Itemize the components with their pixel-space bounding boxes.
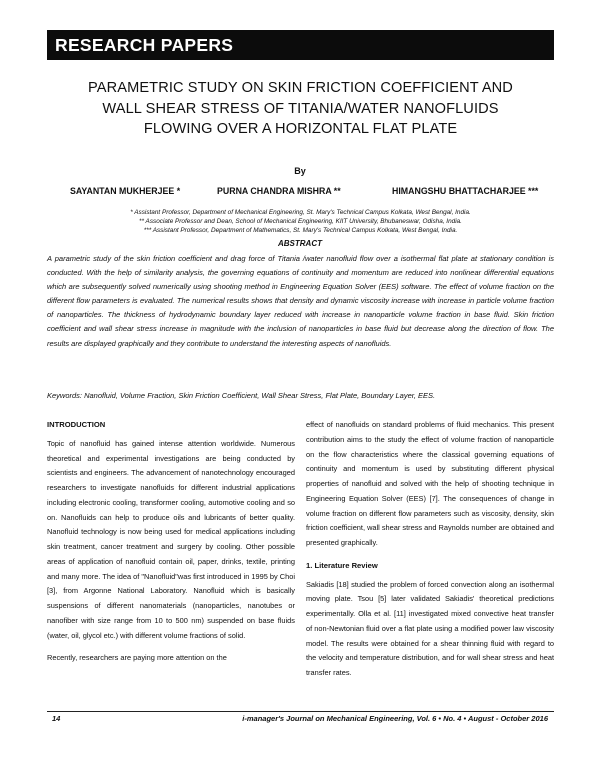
author-3: HIMANGSHU BHATTACHARJEE *** bbox=[392, 186, 539, 196]
by-label: By bbox=[294, 166, 306, 176]
affiliation-3: *** Assistant Professor, Department of Mathematics, St. Mary's Technical Campus Kolkata, West Bengal, India. bbox=[143, 227, 458, 234]
abstract-text: A parametric study of the skin friction coefficient and drag force of Titania /water nanofluid flow over a isothermal flat plate at stationary condition is conducted. With the help of similarity analysis, the governing equations of continuity and momentum are reduced into nonlinear differential equations which are subsequently solved numerically using shooting method in Engineering Equation Solver (EES) software. The effect of volume fraction on the different flow parameters is evaluated. The numerical results shows that density and dynamic viscosity increase with increase in particle volume fraction of nanoparticles. The thickness of hydrodynamic boundary layer reduced with increase in nanoparticle volume fraction in base fluid. Skin friction coefficient and wall shear stress increase in magnitude with the inclusion of nanoparticles in base fluid but decrease along the direction of flow. The results are displayed graphically and they contribute to understand the interesting aspects of nanofluids. bbox=[47, 254, 554, 348]
page-number: 14 bbox=[52, 714, 61, 723]
paragraph: Topic of nanofluid has gained intense attention worldwide. Numerous theoretical and experimental investigations are being conducted by scientists and engineers. The advancement of nanotechnology encouraged researchers to investigate nanofluids for different industrial applications including electronic cooling, transformer cooling, automotive cooling and so on. Nanofluids can help to produce oils and lubricants of better quality. Nanofluid technology is now being used for medical applications including skin treatment, cancer treatment and surgery by cooling. Other possible areas of application of nanofluid contain oil, paper, drinks, textile, printing and many more. The idea of "Nanofluid"was first introduced in 1995 by Choi [3], from Argonne National Laboratory. Nanofluid which is basically suspensions of different nanomaterials (nanoparticles, nanotubes or nanofiber with size range from 10 to 500 nm) suspended on base fluids (water, oil, glycol etc.) with different volume fractions of solid. bbox=[47, 438, 295, 640]
abstract-heading: ABSTRACT bbox=[278, 239, 322, 248]
paragraph: effect of nanofluids on standard problems of fluid mechanics. This present contribution aims to the study the effect of volume fraction of nanoparticle on the flow characteristics where the classical governing equations of continuity and momentum is used by substituting different physical properties of nanofluid and solved with the help of shooting technique in Engineering Equation Solver (EES) [7]. The consequences of change in volume fraction on different flow parameters such as viscosity, density, skin friction coefficient, wall shear stress and Raynolds number are obtained and presented graphically. bbox=[306, 420, 554, 547]
literature-review-heading: 1. Literature Review bbox=[306, 560, 378, 570]
title-line: FLOWING OVER A HORIZONTAL FLAT PLATE bbox=[143, 121, 458, 137]
affiliation-1: * Assistant Professor, Department of Mechanical Engineering, St. Mary's Technical Campus Kolkata, West Bengal, India. bbox=[130, 209, 471, 216]
author-2: PURNA CHANDRA MISHRA ** bbox=[217, 186, 341, 196]
journal-citation: i-manager's Journal on Mechanical Engineering, Vol. 6 • No. 4 • August - October 2016 bbox=[242, 714, 548, 723]
section-label: RESEARCH PAPERS bbox=[55, 35, 234, 55]
paragraph: Recently, researchers are paying more attention on the bbox=[47, 653, 227, 663]
right-column bbox=[306, 418, 554, 689]
introduction-heading: INTRODUCTION bbox=[47, 420, 106, 429]
section-banner bbox=[47, 30, 554, 60]
affiliation-2: ** Associate Professor and Dean, School of Mechanical Engineering, KIIT University, Bhubaneswar, Odisha, India. bbox=[139, 218, 462, 225]
title-line: PARAMETRIC STUDY ON SKIN FRICTION COEFFICIENT AND bbox=[88, 80, 513, 96]
left-column bbox=[47, 418, 295, 674]
paragraph: Sakiadis [18] studied the problem of forced convection along an isothermal moving plate. Tsou [5] later validated Sakiadis' theoretical predictions experimentally. Olla et al. [11] investigated mixed convective heat transfer of non-Newtonian fluid over a flat plate using a modified power law viscosity model. The results were obtained for a shear thinning fluid with regard to the velocity and temperature distribution, and for wall shear stress and heat transfer rates. bbox=[306, 579, 554, 677]
title-line: WALL SHEAR STRESS OF TITANIA/WATER NANOFLUIDS bbox=[102, 100, 499, 117]
author-1: SAYANTAN MUKHERJEE * bbox=[70, 186, 181, 196]
article-title bbox=[47, 78, 554, 140]
keywords: Keywords: Nanofluid, Volume Fraction, Skin Friction Coefficient, Wall Shear Stress, Flat Plate, Boundary Layer, EES. bbox=[47, 391, 436, 400]
footer-divider bbox=[47, 711, 554, 712]
